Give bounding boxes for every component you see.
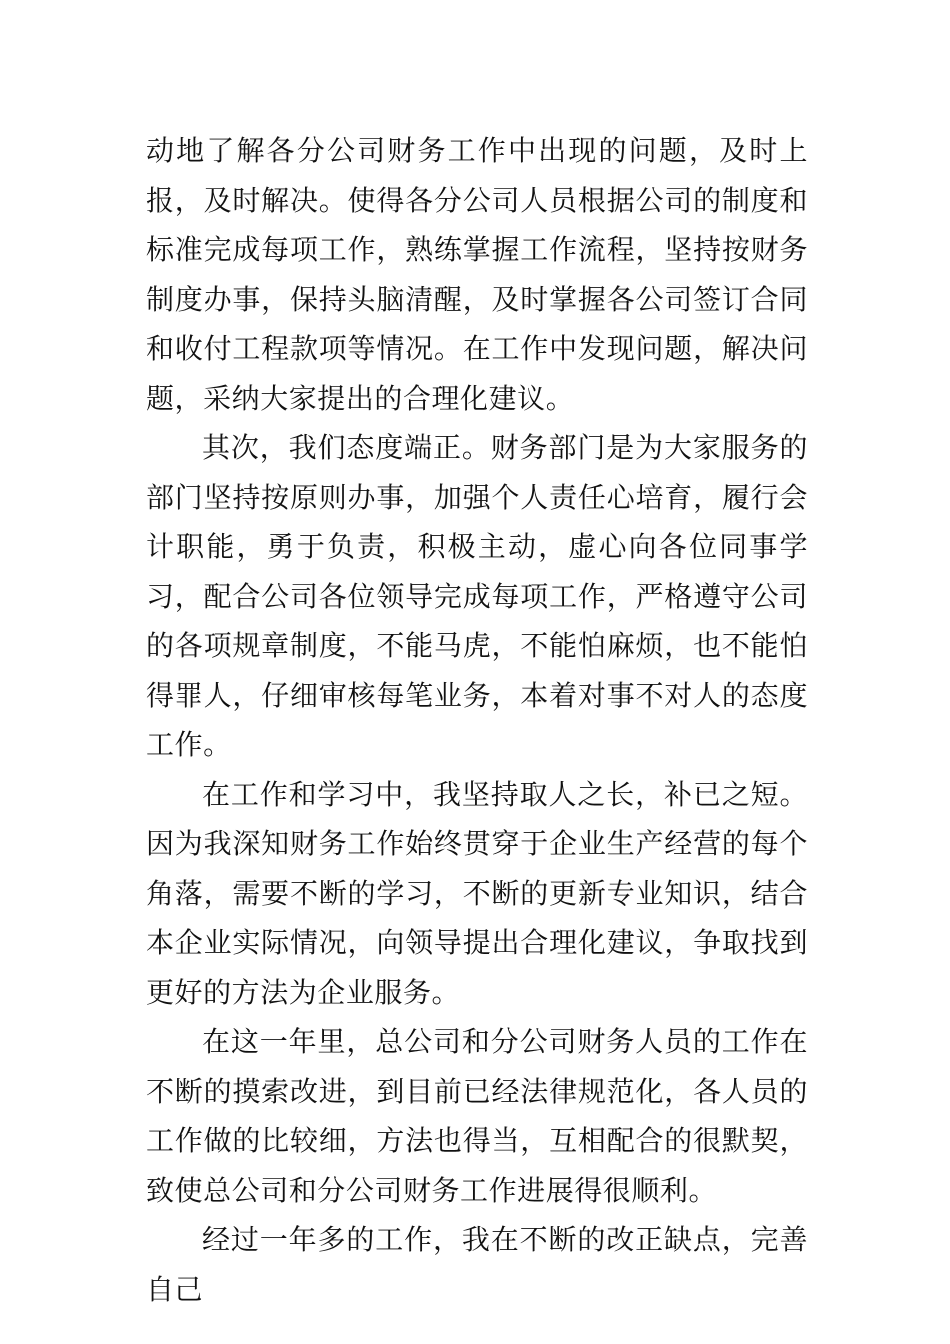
paragraph-1: 动地了解各分公司财务工作中出现的问题，及时上报，及时解决。使得各分公司人员根据公司的制度和标准完成每项工作，熟练掌握工作流程，坚持按财务制度办事，保持头脑清醒，及时掌握各公司签订合同和收付工程款项等情况。在工作中发现问题，解决问题，采纳大家提出的合理化建议。 bbox=[146, 134, 808, 415]
document-body bbox=[146, 126, 808, 1314]
paragraph-2: 其次，我们态度端正。财务部门是为大家服务的部门坚持按原则办事，加强个人责任心培育，履行会计职能，勇于负责，积极主动，虚心向各位同事学习，配合公司各位领导完成每项工作，严格遵守公司的各项规章制度，不能马虎，不能怕麻烦，也不能怕得罪人，仔细审核每笔业务，本着对事不对人的态度工作。 bbox=[146, 431, 808, 761]
paragraph-3: 在工作和学习中，我坚持取人之长，补已之短。因为我深知财务工作始终贯穿于企业生产经营的每个角落，需要不断的学习，不断的更新专业知识，结合本企业实际情况，向领导提出合理化建议，争取找到更好的方法为企业服务。 bbox=[146, 777, 808, 1009]
paragraph-5: 经过一年多的工作，我在不断的改正缺点，完善自己 bbox=[146, 1223, 808, 1306]
paragraph-4: 在这一年里，总公司和分公司财务人员的工作在不断的摸索改进，到目前已经法律规范化，各人员的工作做的比较细，方法也得当，互相配合的很默契，致使总公司和分公司财务工作进展得很顺利。 bbox=[146, 1025, 808, 1207]
